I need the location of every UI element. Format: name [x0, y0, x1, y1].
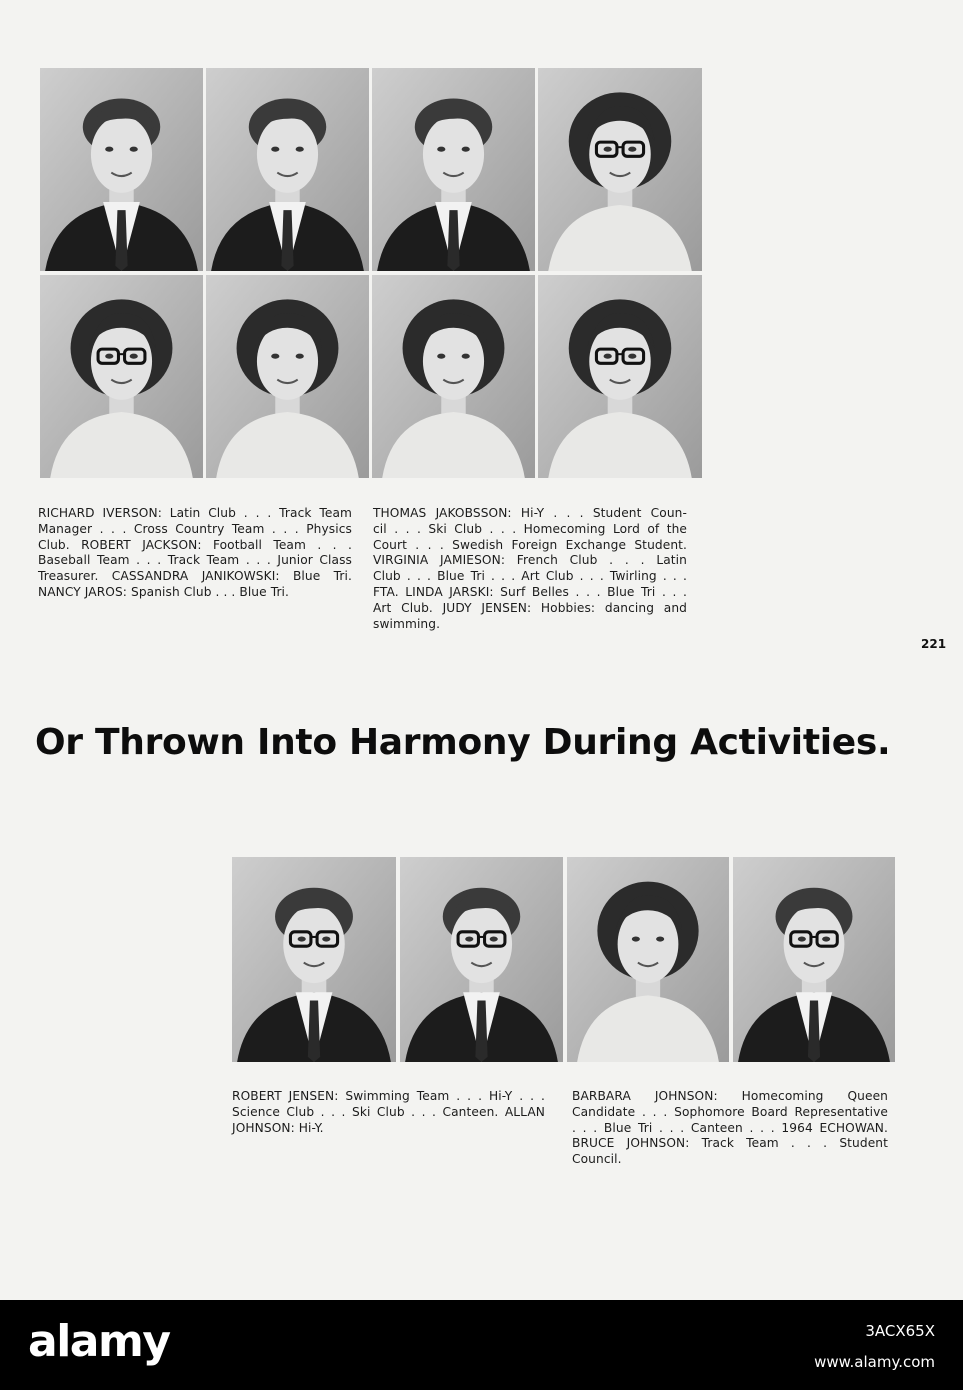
alamy-url: www.alamy.com [814, 1353, 935, 1371]
portrait-silhouette [733, 857, 895, 1062]
caption-bottom-right [572, 1089, 888, 1168]
caption-line: BRUCE JOHNSON: Track Team . . . Student [572, 1136, 888, 1151]
caption-line: NANCY JAROS: Spanish Club . . . Blue Tri. [38, 584, 290, 599]
caption-line: Court . . . Swedish Foreign Exchange Student. [373, 537, 687, 552]
portrait-photo [40, 68, 203, 271]
portrait-silhouette [232, 857, 396, 1062]
caption-line: Club . . . Blue Tri . . . Art Club . . . Twirling . . . [373, 569, 687, 584]
caption-bottom-left [232, 1089, 545, 1136]
caption-line: RICHARD IVERSON: Latin Club . . . Track Team [38, 506, 352, 520]
portrait-photo [372, 68, 535, 271]
caption-line: ROBERT JENSEN: Swimming Team . . . Hi-Y . . . [232, 1089, 545, 1103]
caption-line: Club. ROBERT JACKSON: Football Team . . . [38, 537, 352, 552]
caption-line: Art Club. JUDY JENSEN: Hobbies: dancing and [373, 600, 687, 615]
portrait-photo [40, 275, 203, 478]
caption-line: Science Club . . . Ski Club . . . Canteen. ALLAN [232, 1104, 545, 1119]
portrait-silhouette [40, 275, 203, 478]
portrait-photo [733, 857, 895, 1062]
caption-line: cil . . . Ski Club . . . Homecoming Lord of the [373, 521, 687, 536]
caption-top-right [373, 506, 687, 632]
portrait-silhouette [372, 68, 535, 271]
image-id: 3ACX65X [865, 1322, 935, 1340]
caption-line: Treasurer. CASSANDRA JANIKOWSKI: Blue Tri. [38, 569, 352, 584]
page-number: 221 [921, 637, 947, 651]
caption-line: BARBARA JOHNSON: Homecoming Queen [572, 1089, 888, 1103]
portrait-silhouette [206, 68, 369, 271]
portrait-photo [206, 275, 369, 478]
caption-top-left [38, 506, 352, 601]
caption-line: . . . Blue Tri . . . Canteen . . . 1964 ECHOWAN. [572, 1120, 888, 1135]
portrait-silhouette [538, 275, 702, 478]
portrait-silhouette [40, 68, 203, 271]
portrait-silhouette [206, 275, 369, 478]
caption-line: Council. [572, 1152, 622, 1167]
caption-line: Baseball Team . . . Track Team . . . Junior Class [38, 553, 352, 568]
portrait-photo [567, 857, 729, 1062]
portrait-silhouette [372, 275, 535, 478]
portrait-photo [372, 275, 535, 478]
caption-line: THOMAS JAKOBSSON: Hi-Y . . . Student Coun- [373, 506, 687, 520]
portrait-silhouette [538, 68, 702, 271]
page-headline: Or Thrown Into Harmony During Activities. [35, 722, 891, 763]
caption-line: FTA. LINDA JARSKI: Surf Belles . . . Blue Tri . . . [373, 584, 687, 599]
portrait-photo [206, 68, 369, 271]
caption-line: JOHNSON: Hi-Y. [232, 1120, 324, 1135]
portrait-photo [232, 857, 396, 1062]
alamy-logo: alamy [28, 1316, 170, 1367]
portrait-photo [538, 275, 702, 478]
portrait-silhouette [400, 857, 563, 1062]
portrait-silhouette [567, 857, 729, 1062]
portrait-photo [400, 857, 563, 1062]
caption-line: Manager . . . Cross Country Team . . . Physics [38, 521, 352, 536]
portrait-photo [538, 68, 702, 271]
caption-line: VIRGINIA JAMIESON: French Club . . . Latin [373, 553, 687, 568]
caption-line: swimming. [373, 616, 441, 631]
caption-line: Candidate . . . Sophomore Board Representative [572, 1104, 888, 1119]
